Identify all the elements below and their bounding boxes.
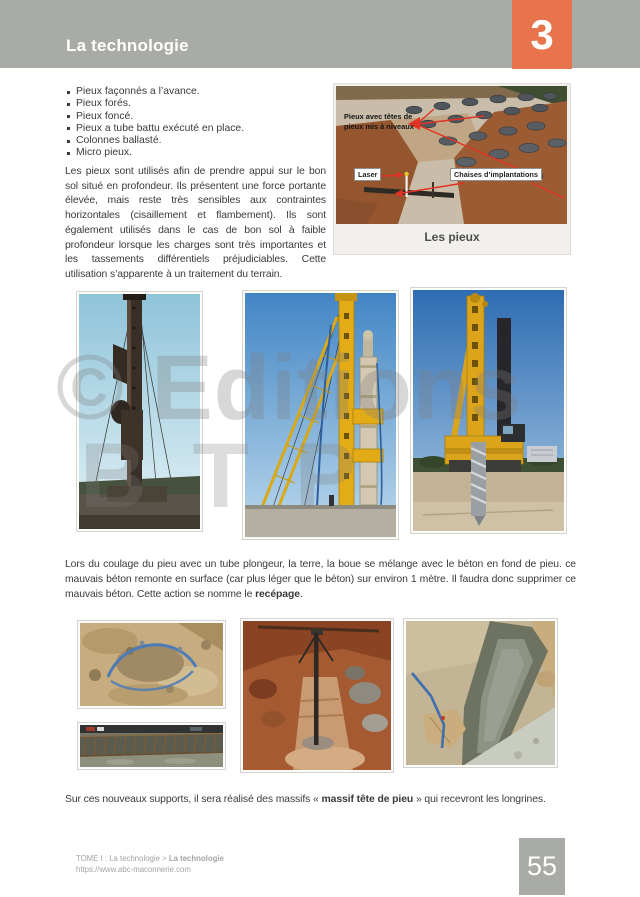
label-laser: Laser	[354, 168, 381, 181]
chapter-number: 3	[530, 10, 554, 58]
list-item: Pieux façonnés a l’avance.	[66, 86, 328, 98]
page-title: La technologie	[66, 36, 189, 55]
list-item: Micro pieux.	[66, 147, 328, 159]
photo-pile-field	[336, 86, 567, 224]
intro-paragraph: Les pieux sont utilisés afin de prendre appui sur le bon sol situé en profondeur. Ils présentent une force portante élevée, mais reste très sensibles aux contraintes horizontales (cisaillement et flambement). Ils sont également utilisés dans le cas de bon sol à faible profondeur lorsque les charges sont très importantes et les tassements différentiels préjudiciables. Cette utilisation s’apparente à un traitement du terrain.	[65, 166, 326, 280]
footer-url: https://www.abc-maconnerie.com	[76, 864, 191, 874]
pile-types-list	[66, 86, 328, 160]
photo-excavation-pole	[240, 618, 394, 773]
closing-sentence: Sur ces nouveaux supports, il sera réalisé des massifs « massif tête de pieu » qui recevront les longrines.	[65, 794, 546, 805]
list-item: Pieux foncé.	[66, 111, 328, 123]
figure-les-pieux	[333, 83, 571, 255]
list-item: Pieux forés.	[66, 98, 328, 110]
list-item: Pieux a tube battu exécuté en place.	[66, 123, 328, 135]
watermark-publisher: BTP	[80, 425, 402, 527]
photo-longrine-rebar	[77, 722, 226, 770]
page-number-badge	[519, 838, 565, 895]
recepage-paragraph: Lors du coulage du pieu avec un tube plongeur, la terre, la boue se mélange avec le béton en fond de pieu. ce mauvais béton remonte en surface (car plus léger que le béton) sur environ 1 mètre. Il faudra donc supprimer ce mauvais béton. Cette action se nomme le recépage.	[65, 559, 576, 600]
list-item: Colonnes ballasté.	[66, 135, 328, 147]
footer	[76, 854, 224, 875]
label-pile-heads: Pieux avec têtes de pieux mis à niveaux	[344, 112, 414, 131]
recepage-term: recépage	[255, 589, 300, 600]
watermark-copyright: © Editions	[56, 337, 523, 439]
pile-field-illustration	[336, 86, 567, 224]
label-chaises: Chaises d’implantations	[450, 168, 542, 181]
figure-caption: Les pieux	[424, 230, 480, 244]
page-number: 55	[526, 851, 558, 881]
photo-trench-concrete	[403, 618, 558, 768]
breadcrumb: TOME I : La technologie > La technologie	[76, 854, 224, 863]
photo-pile-head-pipe	[77, 620, 226, 709]
massif-term: massif tête de pieu	[321, 794, 414, 805]
chapter-number-badge	[512, 0, 572, 69]
